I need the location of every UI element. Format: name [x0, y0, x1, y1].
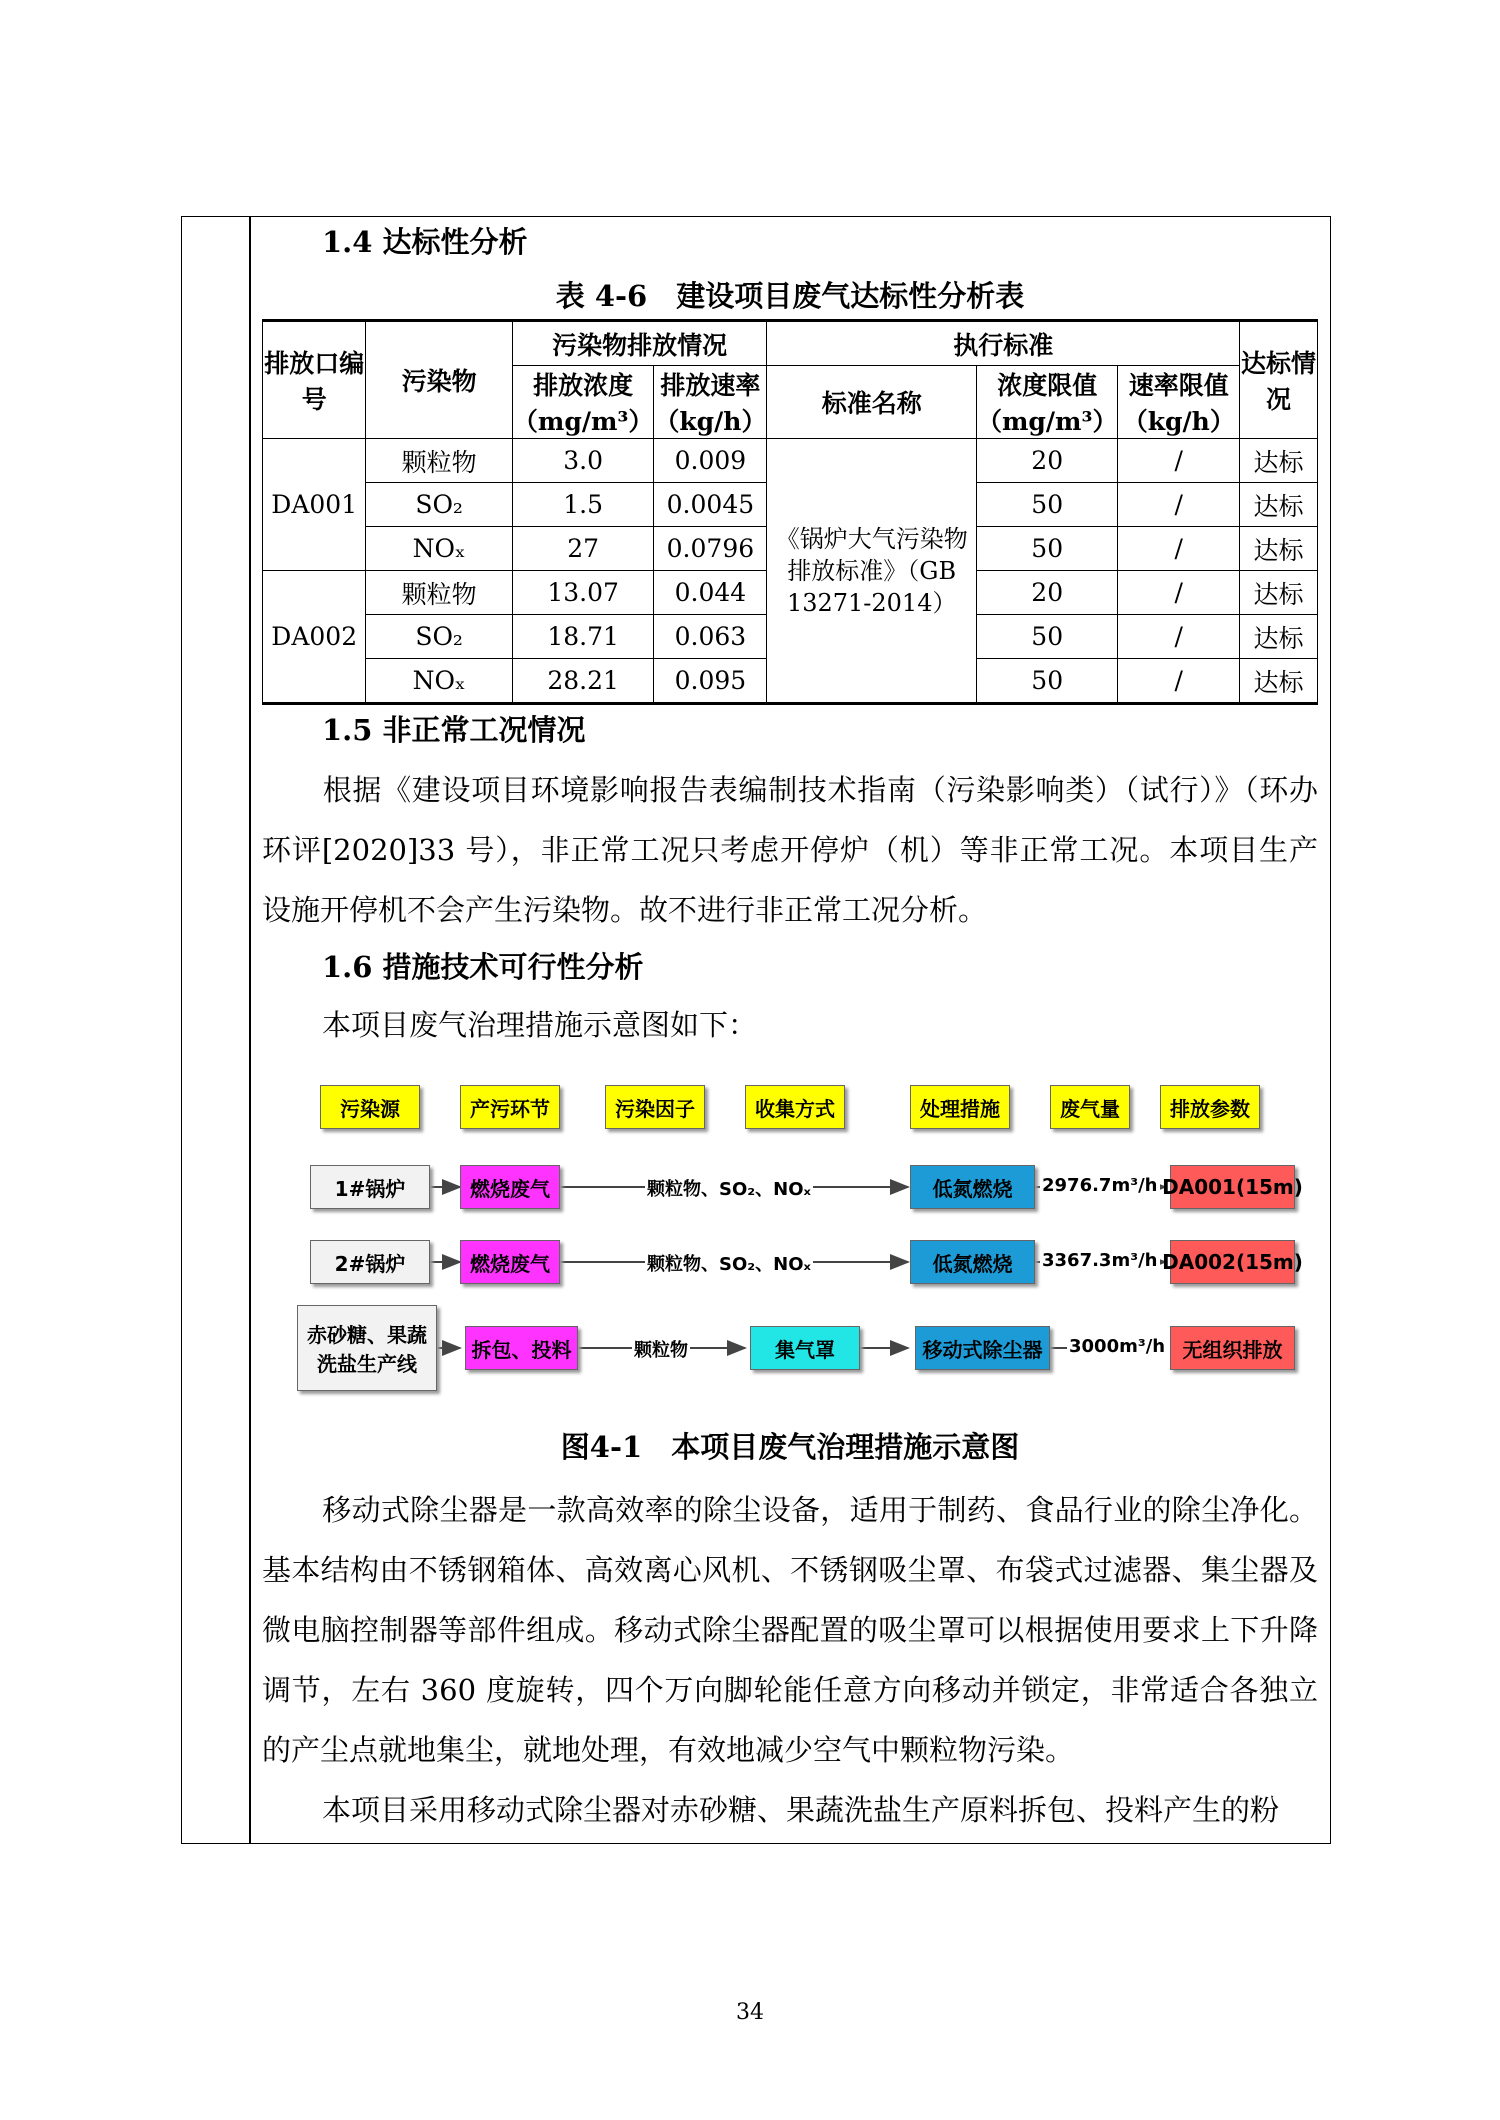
header-stage: 产污环节	[460, 1085, 560, 1129]
pollutant-cell: 颗粒物	[366, 571, 513, 615]
hood-box: 集气罩	[750, 1326, 860, 1370]
rate-cell: 0.095	[654, 659, 767, 704]
header-stdname: 标准名称	[767, 366, 977, 439]
header-pollution-source: 污染源	[320, 1085, 420, 1129]
status-cell: 达标	[1240, 483, 1318, 527]
combustion-gas-1-box: 燃烧废气	[460, 1165, 560, 1209]
limit-cell: 20	[976, 439, 1117, 483]
boiler-2-box: 2#锅炉	[310, 1240, 430, 1284]
limit-cell: 20	[976, 571, 1117, 615]
limit-cell: 50	[976, 527, 1117, 571]
volume-label-2: 3367.3m³/h	[1042, 1250, 1158, 1271]
paragraph-text: 本项目废气治理措施示意图如下：	[322, 1008, 758, 1042]
header-conc: 排放浓度（mg/m³）	[512, 366, 653, 439]
rate-cell: 0.044	[654, 571, 767, 615]
da001-box: DA001(15m)	[1170, 1165, 1295, 1209]
pollutant-cell: SO₂	[366, 483, 513, 527]
conc-cell: 13.07	[512, 571, 653, 615]
status-cell: 达标	[1240, 439, 1318, 483]
conc-cell: 1.5	[512, 483, 653, 527]
status-cell: 达标	[1240, 615, 1318, 659]
compliance-table	[262, 319, 1318, 705]
header-emission: 排放参数	[1160, 1085, 1260, 1129]
production-line-box: 赤砂糖、果蔬洗盐生产线	[297, 1305, 437, 1391]
table-row	[263, 439, 1318, 483]
header-conc-limit: 浓度限值（mg/m³）	[976, 366, 1117, 439]
rate-limit-cell: /	[1118, 439, 1240, 483]
outlet-cell: DA002	[263, 571, 366, 704]
header-status: 达标情况	[1240, 321, 1318, 439]
rate-limit-cell: /	[1118, 571, 1240, 615]
conc-cell: 28.21	[512, 659, 653, 704]
pollutant-cell: NOₓ	[366, 527, 513, 571]
header-outlet: 排放口编号	[263, 321, 366, 439]
header-treatment: 处理措施	[910, 1085, 1010, 1129]
pollutant-cell: SO₂	[366, 615, 513, 659]
paragraph-text: 移动式除尘器是一款高效率的除尘设备，适用于制药、食品行业的除尘净化。基本结构由不锈钢箱体、高效离心风机、不锈钢吸尘罩、布袋式过滤器、集尘器及微电脑控制器等部件组成。移动式除尘器配置的吸尘罩可以根据使用要求上下升降调节，左右 360 度旋转，四个万向脚轮能任意方向移动并锁定，非常适合各独立的产尘点就地集尘，就地处理，有效地减少空气中颗粒物污染。	[262, 1493, 1318, 1767]
low-nox-1-box: 低氮燃烧	[910, 1165, 1035, 1209]
header-volume: 废气量	[1050, 1085, 1130, 1129]
boiler-1-box: 1#锅炉	[310, 1165, 430, 1209]
page-number: 34	[736, 2000, 764, 2025]
rate-limit-cell: /	[1118, 527, 1240, 571]
volume-label-1: 2976.7m³/h	[1042, 1175, 1158, 1196]
header-rate-limit: 速率限值（kg/h）	[1118, 366, 1240, 439]
conc-cell: 27	[512, 527, 653, 571]
conc-cell: 18.71	[512, 615, 653, 659]
paragraph-abnormal	[262, 760, 1318, 940]
section-heading-1-5: 1.5 非正常工况情况	[322, 713, 586, 747]
status-cell: 达标	[1240, 571, 1318, 615]
table-caption: 表 4-6 建设项目废气达标性分析表	[555, 279, 1025, 313]
header-emission: 污染物排放情况	[512, 321, 767, 366]
factor-label-1: 颗粒物、SO₂、NOₓ	[645, 1175, 813, 1201]
pollutant-cell: 颗粒物	[366, 439, 513, 483]
left-column-divider	[249, 216, 251, 1844]
limit-cell: 50	[976, 659, 1117, 704]
limit-cell: 50	[976, 483, 1117, 527]
header-pollutant: 污染物	[366, 321, 513, 439]
section-heading-1-4: 1.4 达标性分析	[322, 225, 528, 259]
rate-cell: 0.009	[654, 439, 767, 483]
paragraph-text: 根据《建设项目环境影响报告表编制技术指南（污染影响类）（试行）》（环办环评[2020]33 号），非正常工况只考虑开停炉（机）等非正常工况。本项目生产设施开停机不会产生污染物。故不进行非正常工况分析。	[262, 773, 1318, 927]
header-rate: 排放速率（kg/h）	[654, 366, 767, 439]
rate-limit-cell: /	[1118, 659, 1240, 704]
paragraph-application	[262, 1780, 1318, 1840]
outlet-cell: DA001	[263, 439, 366, 571]
volume-label-3: 3000m³/h	[1069, 1336, 1166, 1357]
factor-label-2: 颗粒物、SO₂、NOₓ	[645, 1250, 813, 1276]
conc-cell: 3.0	[512, 439, 653, 483]
rate-limit-cell: /	[1118, 483, 1240, 527]
header-factor: 污染因子	[605, 1085, 705, 1129]
rate-cell: 0.0796	[654, 527, 767, 571]
rate-cell: 0.0045	[654, 483, 767, 527]
dust-collector-box: 移动式除尘器	[915, 1326, 1050, 1370]
rate-cell: 0.063	[654, 615, 767, 659]
pollutant-cell: NOₓ	[366, 659, 513, 704]
section-heading-1-6: 1.6 措施技术可行性分析	[322, 950, 644, 984]
unpacking-box: 拆包、投料	[465, 1326, 578, 1370]
paragraph-dust-collector	[262, 1480, 1318, 1780]
figure-caption: 图4-1 本项目废气治理措施示意图	[560, 1430, 1020, 1464]
header-collect: 收集方式	[745, 1085, 845, 1129]
standard-name-cell: 《锅炉大气污染物排放标准》（GB 13271-2014）	[767, 439, 977, 704]
treatment-diagram	[280, 1085, 1310, 1405]
low-nox-2-box: 低氮燃烧	[910, 1240, 1035, 1284]
header-standard: 执行标准	[767, 321, 1240, 366]
status-cell: 达标	[1240, 659, 1318, 704]
status-cell: 达标	[1240, 527, 1318, 571]
fugitive-emission-box: 无组织排放	[1170, 1326, 1295, 1370]
combustion-gas-2-box: 燃烧废气	[460, 1240, 560, 1284]
rate-limit-cell: /	[1118, 615, 1240, 659]
paragraph-intro	[262, 995, 1318, 1055]
da002-box: DA002(15m)	[1170, 1240, 1295, 1284]
limit-cell: 50	[976, 615, 1117, 659]
factor-label-3: 颗粒物	[632, 1336, 690, 1362]
paragraph-text: 本项目采用移动式除尘器对赤砂糖、果蔬洗盐生产原料拆包、投料产生的粉	[322, 1793, 1280, 1827]
